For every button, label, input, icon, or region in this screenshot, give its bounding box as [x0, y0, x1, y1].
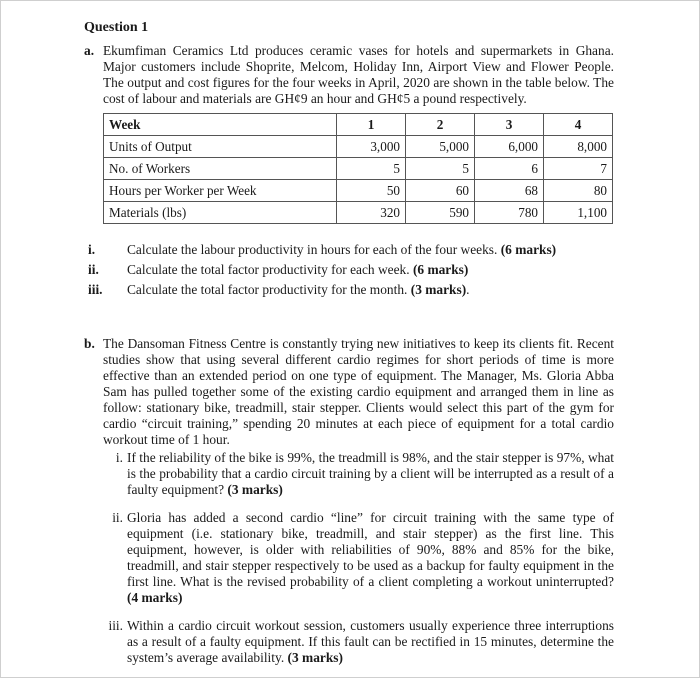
- part-a-question-1: [84, 242, 614, 258]
- table-cell: 5,000: [406, 136, 475, 158]
- table-cell: 5: [406, 158, 475, 180]
- header-cell: 2: [406, 114, 475, 136]
- table-cell: 7: [544, 158, 613, 180]
- part-b-label: b.: [84, 336, 95, 351]
- marks: (4 marks): [127, 590, 183, 605]
- question-number: ii.: [112, 510, 123, 525]
- question-number: iii.: [88, 282, 103, 297]
- part-a-body: Ekumfiman Ceramics Ltd produces ceramic vases for hotels and supermarkets in Ghana. Major customers include Shoprite, Melcom, Holiday Inn, Airport View and Flower People. The output and cost figures for the four weeks in April, 2020 are shown in the table below. The cost of labour and materials are GH¢9 an hour and GH¢5 a pound respectively.: [103, 43, 614, 106]
- table-cell: 60: [406, 180, 475, 202]
- header-cell: 1: [337, 114, 406, 136]
- row-label: No. of Workers: [104, 158, 337, 180]
- part-b-question-1: [115, 450, 614, 498]
- table-cell: 6,000: [475, 136, 544, 158]
- table-row: [104, 158, 613, 180]
- header-cell: 3: [475, 114, 544, 136]
- marks: (6 marks): [412, 262, 469, 277]
- question-text: Calculate the labour productivity in hours for each of the four weeks.: [127, 242, 498, 257]
- header-cell: 4: [544, 114, 613, 136]
- table-cell: 3,000: [337, 136, 406, 158]
- question-text: Within a cardio circuit workout session, customers usually experience three interruptions as a result of a faulty equipment. If this fault can be rectified in 15 minutes, determine the system’s average availability.: [127, 618, 614, 665]
- question-title: Question 1: [84, 20, 149, 35]
- marks: (6 marks): [500, 242, 557, 257]
- row-label: Materials (lbs): [104, 202, 337, 224]
- table-row: [104, 136, 613, 158]
- table-row: [104, 202, 613, 224]
- part-a-questions: [84, 242, 614, 298]
- table-cell: 6: [475, 158, 544, 180]
- header-cell: Week: [104, 114, 337, 136]
- marks: (3 marks): [227, 482, 283, 497]
- part-b-question-3: [108, 618, 614, 666]
- document: [84, 0, 614, 678]
- table-cell: 320: [337, 202, 406, 224]
- table-cell: 780: [475, 202, 544, 224]
- table-row: [104, 180, 613, 202]
- table-cell: 8,000: [544, 136, 613, 158]
- row-label: Hours per Worker per Week: [104, 180, 337, 202]
- question-text: If the reliability of the bike is 99%, the treadmill is 98%, and the stair stepper is 97%, what is the probability that a cardio circuit training by a client will be interrupted as a result of a faulty equipment?: [127, 450, 614, 497]
- part-a-text: [84, 43, 614, 107]
- row-label: Units of Output: [104, 136, 337, 158]
- part-a-label: a.: [84, 43, 95, 58]
- part-b-body: The Dansoman Fitness Centre is constantly trying new initiatives to keep its clients fit. Recent studies show that using several different cardio regimes for short periods of time is more effective than an extended period on one type of equipment. The Manager, Ms. Gloria Abba Sam has pulled together some of the existing cardio equipment and arranged them in line as follow: stationary bike, treadmill, stair stepper. Clients would select this part of the gym for cardio “circuit training,” spending 20 minutes at each piece of equipment for a total cardio workout time of 1 hour.: [103, 336, 614, 447]
- question-number: i.: [115, 450, 123, 465]
- question-text: Gloria has added a second cardio “line” for circuit training with the same type of equipment (i.e. stationary bike, treadmill, and stair stepper) as the first line. This equipment, however, is older with reliabilities of 90%, 88% and 85% for the bike, treadmill, and stair stepper respectively to be used as a backup for faulty equipment in the first line. What is the revised probability of a client completing a workout uninterrupted?: [127, 510, 614, 589]
- part-a-question-3: [84, 282, 614, 298]
- marks: (3 marks): [410, 282, 467, 297]
- table-cell: 1,100: [544, 202, 613, 224]
- marks: (3 marks): [287, 650, 343, 665]
- part-a-question-2: [84, 262, 614, 278]
- part-b-question-2: [112, 510, 614, 606]
- table-header-row: [104, 114, 613, 136]
- part-b-text: [84, 336, 614, 448]
- table-cell: 590: [406, 202, 475, 224]
- question-text: Calculate the total factor productivity for the month.: [127, 282, 408, 297]
- question-number: iii.: [108, 618, 123, 633]
- table-cell: 68: [475, 180, 544, 202]
- table-cell: 50: [337, 180, 406, 202]
- table-cell: 5: [337, 158, 406, 180]
- question-text: Calculate the total factor productivity for each week.: [127, 262, 410, 277]
- production-table: [103, 113, 613, 224]
- suffix: .: [466, 282, 470, 297]
- question-number: ii.: [88, 262, 99, 277]
- table-cell: 80: [544, 180, 613, 202]
- question-number: i.: [88, 242, 96, 257]
